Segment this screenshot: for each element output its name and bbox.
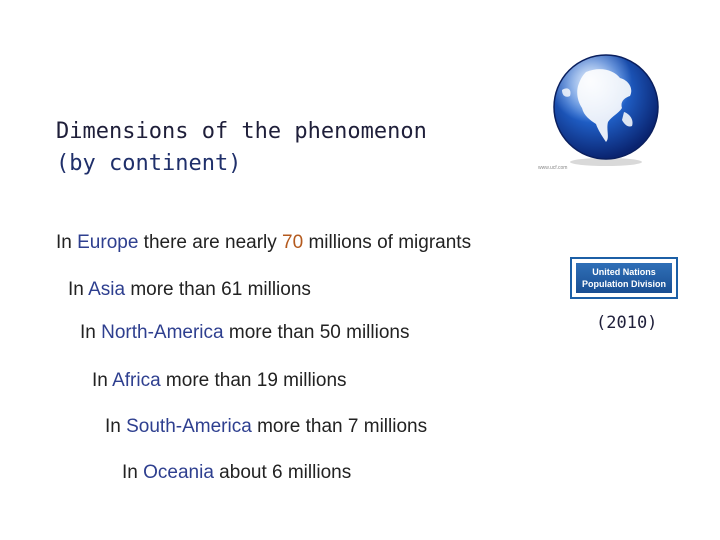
globe-icon	[548, 50, 664, 168]
line-middle: there are nearly	[138, 232, 283, 253]
line-suffix: more than 7 millions	[251, 416, 428, 437]
list-item-africa	[92, 369, 347, 393]
title-line-1: Dimensions of the phenomenon	[56, 119, 427, 144]
migrant-count: 70	[282, 232, 304, 253]
line-prefix: In	[80, 322, 102, 343]
un-population-division-logo	[570, 257, 678, 299]
continent-name: North-America	[101, 322, 224, 343]
list-item-europe	[56, 231, 471, 255]
line-suffix: millions of migrants	[303, 232, 472, 253]
list-item-north-america	[80, 321, 409, 345]
line-suffix: more than 19 millions	[160, 370, 347, 391]
line-prefix: In	[122, 462, 144, 483]
logo-line-1: United Nations	[592, 267, 656, 277]
continent-name: Europe	[77, 232, 139, 253]
title-line-2: (by continent)	[56, 151, 242, 176]
line-prefix: In	[105, 416, 127, 437]
list-item-south-america	[105, 415, 427, 439]
list-item-oceania	[122, 461, 351, 485]
slide-title	[56, 116, 427, 180]
continent-name: Asia	[88, 279, 126, 300]
line-suffix: more than 61 millions	[125, 279, 311, 300]
continent-name: Africa	[112, 370, 161, 391]
line-prefix: In	[68, 279, 89, 300]
list-item-asia	[68, 278, 311, 302]
line-prefix: In	[56, 232, 78, 253]
globe-caption: www.ucf.com	[538, 165, 568, 171]
line-suffix: more than 50 millions	[223, 322, 410, 343]
continent-name: Oceania	[143, 462, 214, 483]
continent-name: South-America	[126, 416, 252, 437]
line-prefix: In	[92, 370, 113, 391]
logo-line-2: Population Division	[581, 279, 666, 289]
line-suffix: about 6 millions	[213, 462, 352, 483]
source-year: (2010)	[596, 313, 658, 333]
